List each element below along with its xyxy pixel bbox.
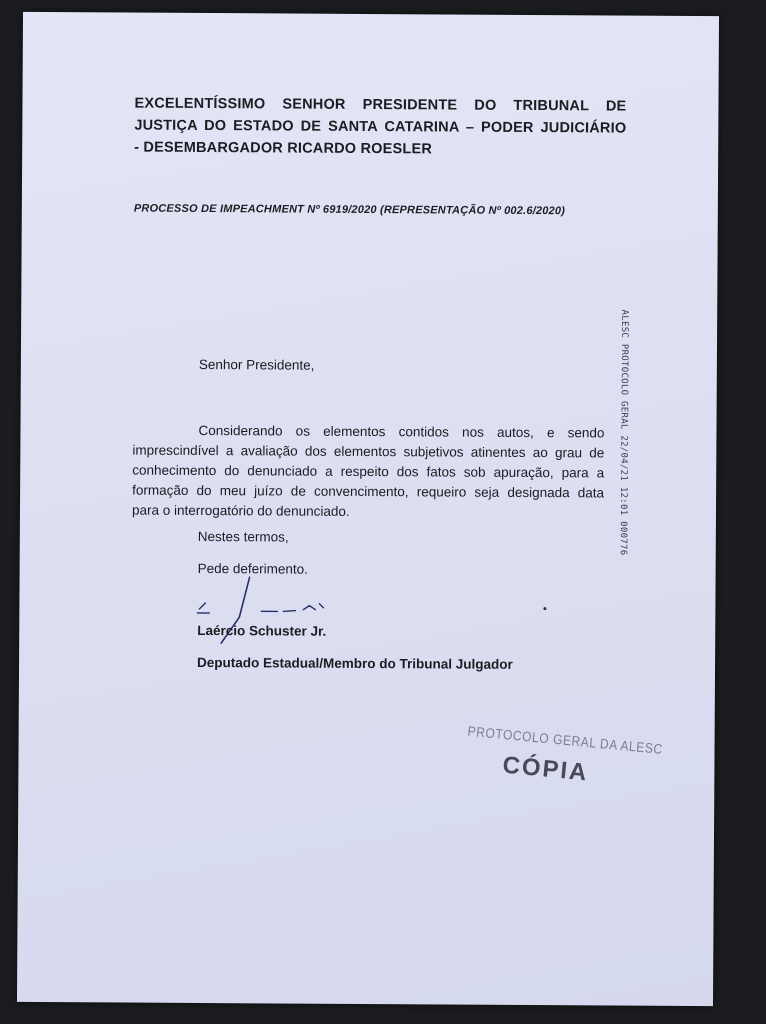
- copy-stamp: [455, 722, 672, 821]
- body-line: Considerando os elementos contidos nos autos, e sendo: [198, 422, 605, 441]
- heading-line: EXCELENTÍSSIMO SENHOR PRESIDENTE DO TRIBUNAL DE: [134, 95, 627, 115]
- protocol-side-stamp: [616, 309, 631, 556]
- addressee-heading: [134, 93, 626, 162]
- body-paragraph: [132, 421, 605, 524]
- signer-role: Deputado Estadual/Membro do Tribunal Julgador: [197, 654, 513, 672]
- document-page: [17, 12, 719, 1006]
- body-line: para o interrogatório do denunciado.: [131, 502, 350, 519]
- body-line: formação do meu juízo de convencimento, requeiro seja designada data: [132, 482, 605, 501]
- body-line: conhecimento do denunciado a respeito dos fatos sob apuração, para a: [132, 462, 605, 481]
- heading-line: JUSTIÇA DO ESTADO DE SANTA CATARINA – PODER JUDICIÁRIO: [134, 117, 627, 137]
- body-line: imprescindível a avaliação dos elementos subjetivos atinentes ao grau de: [132, 442, 605, 461]
- protocol-side-stamp-text: ALESC PROTOCOLO GERAL 22/04/21 12:01 000776: [617, 309, 630, 556]
- copy-stamp-label: CÓPIA: [501, 751, 590, 787]
- process-reference: PROCESSO DE IMPEACHMENT Nº 6919/2020 (REPRESENTAÇÃO Nº 002.6/2020): [133, 202, 566, 218]
- handwritten-signature: [191, 573, 331, 654]
- closing-terms: Nestes termos,: [197, 528, 289, 545]
- signer-name: Laércio Schuster Jr.: [197, 622, 327, 639]
- heading-line: - DESEMBARGADOR RICARDO ROESLER: [134, 139, 433, 158]
- closing-request: Pede deferimento.: [197, 560, 309, 577]
- copy-stamp-header: PROTOCOLO GERAL DA ALESC: [466, 723, 664, 758]
- salutation: Senhor Presidente,: [198, 356, 315, 373]
- ink-dot: [543, 607, 546, 610]
